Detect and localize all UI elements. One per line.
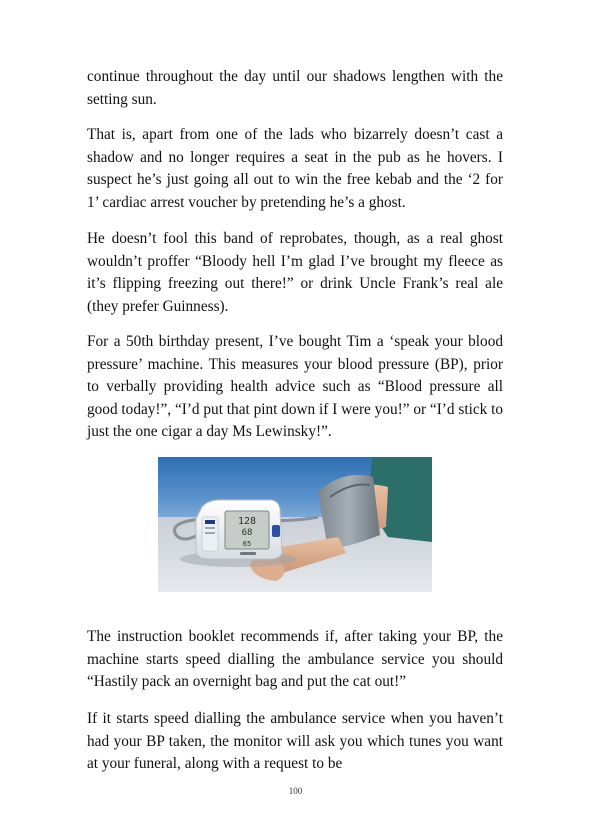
paragraph-3-text: He doesn’t fool this band of reprobates, though, as a real ghost wouldn’t proffer “Bloody hell I’m glad I’ve brought my fleece as it’s flipping freezing out there!” or drink Uncle Frank’s real ale (they prefer Guinness). xyxy=(87,230,503,315)
paragraph-1-text: continue throughout the day until our shadows lengthen with the setting sun. xyxy=(87,68,503,108)
paragraph-2-text: That is, apart from one of the lads who bizarrely doesn’t cast a shadow and no longer requires a seat in the pub as he hovers. I suspect he’s just going all out to win the free kebab and the ‘2 for 1’ cardiac arrest voucher by pretending he’s a ghost. xyxy=(87,126,503,211)
paragraph-6-text: If it starts speed dialling the ambulance service when you haven’t had your BP taken, the monitor will ask you which tunes you want at your funeral, along with a request to be xyxy=(87,710,503,773)
paragraph-4 xyxy=(87,331,503,444)
blood-pressure-monitor-photo xyxy=(158,457,432,592)
paragraph-6 xyxy=(87,708,503,776)
photo-display-pulse: 65 xyxy=(242,540,252,548)
photo-display-systolic: 128 xyxy=(237,516,257,527)
paragraph-2 xyxy=(87,124,503,214)
photo-start-button xyxy=(272,525,280,537)
paragraph-5 xyxy=(87,626,503,694)
paragraph-1 xyxy=(87,66,503,111)
paragraph-3 xyxy=(87,228,503,318)
photo-display-diastolic: 68 xyxy=(241,528,253,538)
paragraph-4-text: For a 50th birthday present, I’ve bought Tim a ‘speak your blood pressure’ machine. This measures your blood pressure (BP), prior to verbally providing health advice such as “Blood pressure all good today!”, “I’d put that pint down if I were you!” or “I’d stick to just the one cigar a day Ms Lewinsky!”. xyxy=(87,333,503,441)
paragraph-5-text: The instruction booklet recommends if, after taking your BP, the machine starts speed dialling the ambulance service you should “Hastily pack an overnight bag and put the cat out!” xyxy=(87,628,503,691)
page-number: 100 xyxy=(288,786,303,796)
